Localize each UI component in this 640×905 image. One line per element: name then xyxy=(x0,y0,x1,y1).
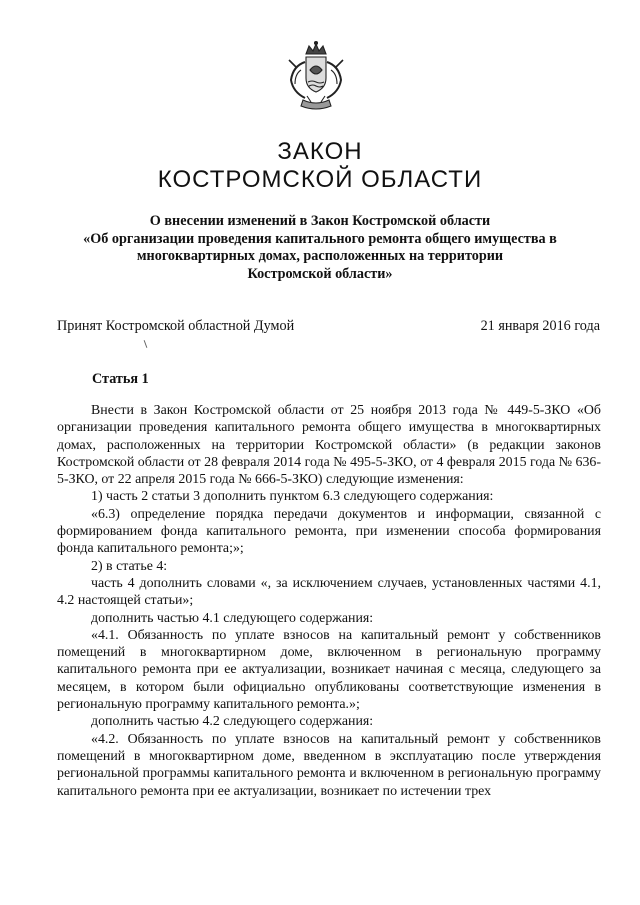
article-paragraph: дополнить частью 4.2 следующего содержания: xyxy=(91,714,374,730)
article-paragraph: 1) часть 2 статьи 3 дополнить пунктом 6.3 следующего содержания: xyxy=(91,489,494,505)
adopted-by: Принят Костромской областной Думой xyxy=(57,318,295,334)
subtitle-line: «Об организации проведения капитального ремонта общего имущества в xyxy=(83,230,557,247)
kostroma-coat-of-arms-icon xyxy=(277,40,355,116)
subtitle-line: Костромской области» xyxy=(247,265,393,282)
article-body xyxy=(57,402,601,800)
article-paragraph: дополнить частью 4.1 следующего содержания: xyxy=(91,610,374,626)
adopted-date: 21 января 2016 года xyxy=(480,318,600,334)
subtitle-line: многоквартирных домах, расположенных на территории xyxy=(136,248,504,264)
subtitle-line: О внесении изменений в Закон Костромской области xyxy=(149,213,491,229)
law-title-line1: ЗАКОН xyxy=(277,138,363,165)
article-paragraph: «4.2. Обязанность по уплате взносов на капитальный ремонт у собственников помещений в многоквартирном доме, введенном в эксплуатацию после утверждения региональной программы капитального ремонта и включенном в региональную программу капитального ремонта при ее актуализации, возникает по истечении трех xyxy=(57,731,601,799)
scan-mark xyxy=(144,340,148,348)
law-subtitle xyxy=(60,213,580,283)
article-title: Статья 1 xyxy=(92,371,149,387)
article-paragraph: «6.3) определение порядка передачи документов и информации, связанной с формированием фонда капитального ремонта, при изменении способа формирования фонда капитального ремонта;»; xyxy=(57,506,601,557)
article-paragraph: Внести в Закон Костромской области от 25 ноября 2013 года № 449-5-ЗКО «Об организации проведения капитального ремонта общего имущества в многоквартирных домах, расположенных на территории Костромской области» (в редакции законов Костромской области от 28 февраля 2014 года № 495-5-ЗКО, от 4 февраля 2015 года № 636-5-ЗКО, от 22 апреля 2015 года № 666-5-ЗКО) следующие изменения: xyxy=(57,403,601,488)
law-title-line2: КОСТРОМСКОЙ ОБЛАСТИ xyxy=(157,166,483,193)
article-paragraph: часть 4 дополнить словами «, за исключением случаев, установленных частями 4.1, 4.2 настоящей статьи»; xyxy=(57,575,601,609)
article-paragraph: «4.1. Обязанность по уплате взносов на капитальный ремонт у собственников помещений в многоквартирном доме, включенном в региональную программу капитального ремонта при ее актуализации, возникает начиная с месяца, следующего за месяцем, в котором были официально опубликованы соответствующие изменения в региональную программу капитального ремонта.»; xyxy=(57,627,601,713)
article-paragraph: 2) в статье 4: xyxy=(91,558,168,574)
